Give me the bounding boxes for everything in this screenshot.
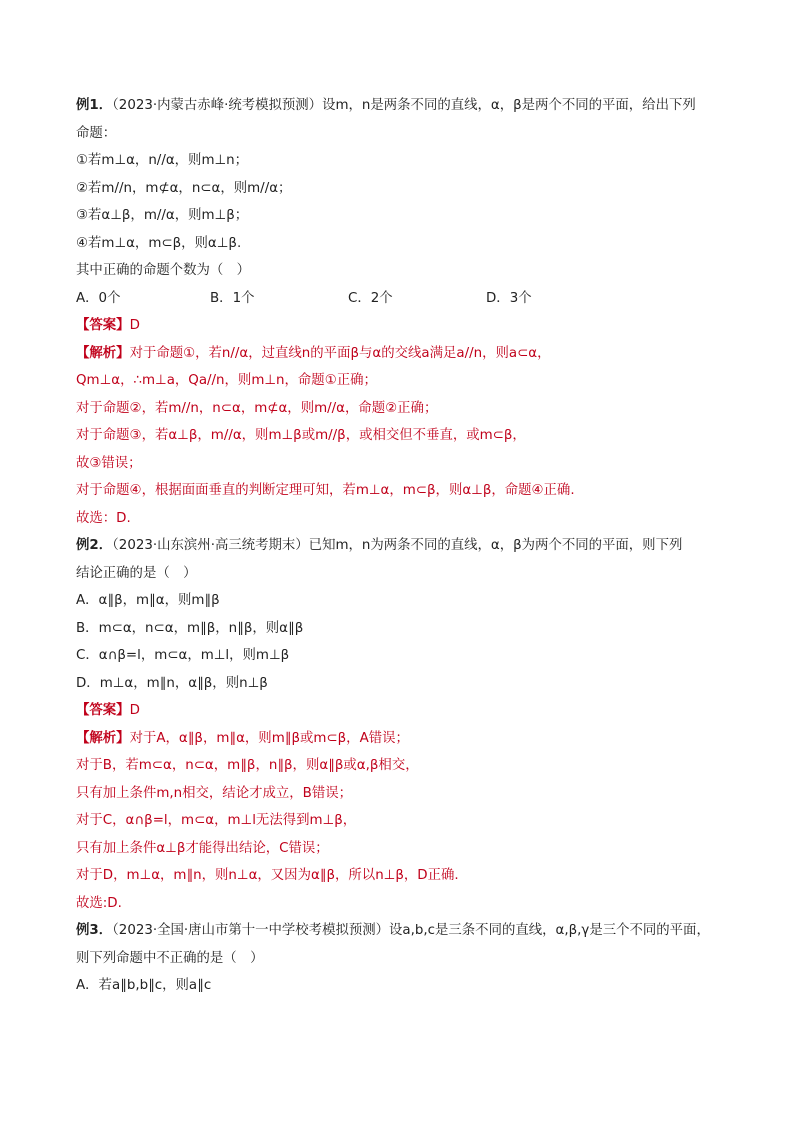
ex2-analysis-tag: 【解析】 [76,731,130,746]
ex1-analysis-4: 对于命题③，若α⊥β，m//α，则m⊥β或m//β，或相交但不垂直，或m⊂β， [76,428,526,443]
ex1-analysis-2: Qm⊥α，∴m⊥a，Qa//n，则m⊥n，命题①正确； [76,373,377,388]
ex1-stem-2: 命题： [76,126,117,141]
ex2-analysis-6: 对于D，m⊥α，m∥n，则n⊥α，又因为α∥β，所以n⊥β，D正确. [76,868,459,883]
ex3-stem-2: 则下列命题中不正确的是（ ） [76,951,264,966]
ex1-line1 [76,97,696,115]
ex1-label: 例1． [76,98,113,113]
ex3-stem-1: （2023·全国·唐山市第十一中学校考模拟预测）设a,b,c是三条不同的直线，α,β,γ是三个不同的平面， [112,923,710,938]
ex2-line1 [76,537,682,555]
ex1-prop-4: ④若m⊥α，m⊂β，则α⊥β. [76,236,242,251]
ex1-option-b: B．1个 [210,291,255,306]
ex2-answer-value: D [129,703,140,718]
ex1-prop-3: ③若α⊥β，m//α，则m⊥β； [76,208,249,223]
ex2-answer-tag: 【答案】 [76,703,130,718]
ex3-line1 [76,922,710,940]
ex2-analysis-2: 对于B，若m⊂α，n⊂α，m∥β，n∥β，则α∥β或α,β相交， [76,758,419,773]
ex2-answer [76,702,140,720]
ex1-analysis-tag: 【解析】 [76,346,130,361]
ex1-prop-1: ①若m⊥α，n//α，则m⊥n； [76,153,249,168]
ex1-analysis-text-1: 对于命题①，若n//α，过直线n的平面β与α的交线a满足a//n，则a⊂α， [129,346,551,361]
ex1-analysis-1 [76,345,551,363]
ex2-stem-1: （2023·山东滨州·高三统考期末）已知m，n为两条不同的直线，α，β为两个不同的平面，则下列 [112,538,683,553]
ex1-option-c: C．2个 [348,291,393,306]
ex1-prop-2: ②若m//n，m⊄α，n⊂α，则m//α； [76,181,292,196]
ex1-option-a: A．0个 [76,291,121,306]
ex1-question: 其中正确的命题个数为（ ） [76,263,251,278]
ex1-answer-tag: 【答案】 [76,318,130,333]
ex1-stem-1: （2023·内蒙古赤峰·统考模拟预测）设m，n是两条不同的直线，α，β是两个不同的平面，给出下列 [112,98,696,113]
ex2-analysis-5: 只有加上条件α⊥β才能得出结论，C错误； [76,841,329,856]
ex2-analysis-7: 故选:D. [76,896,122,911]
ex2-option-b: B．m⊂α，n⊂α，m∥β，n∥β，则α∥β [76,621,304,636]
ex3-label: 例3． [76,923,113,938]
ex1-analysis-6: 对于命题④，根据面面垂直的判断定理可知，若m⊥α，m⊂β，则α⊥β，命题④正确. [76,483,575,498]
ex1-answer [76,317,140,335]
ex2-analysis-4: 对于C，α∩β=l，m⊂α，m⊥l无法得到m⊥β， [76,813,357,828]
ex1-answer-value: D [129,318,140,333]
ex2-stem-2: 结论正确的是（ ） [76,566,197,581]
ex2-analysis-text-1: 对于A，α∥β，m∥α，则m∥β或m⊂β，A错误； [129,731,409,746]
ex2-option-d: D．m⊥α，m∥n，α∥β，则n⊥β [76,676,268,691]
ex2-analysis-1 [76,730,409,748]
ex3-option-a: A．若a∥b,b∥c，则a∥c [76,978,212,993]
ex2-label: 例2． [76,538,113,553]
ex1-analysis-7: 故选：D. [76,511,131,526]
ex2-option-a: A．α∥β，m∥α，则m∥β [76,593,220,608]
ex2-option-c: C．α∩β=l，m⊂α，m⊥l，则m⊥β [76,648,290,663]
ex2-analysis-3: 只有加上条件m,n相交，结论才成立，B错误； [76,786,353,801]
ex1-option-d: D．3个 [486,291,532,306]
ex1-analysis-3: 对于命题②，若m//n，n⊂α，m⊄α，则m//α，命题②正确； [76,401,438,416]
ex1-analysis-5: 故③错误； [76,456,142,471]
